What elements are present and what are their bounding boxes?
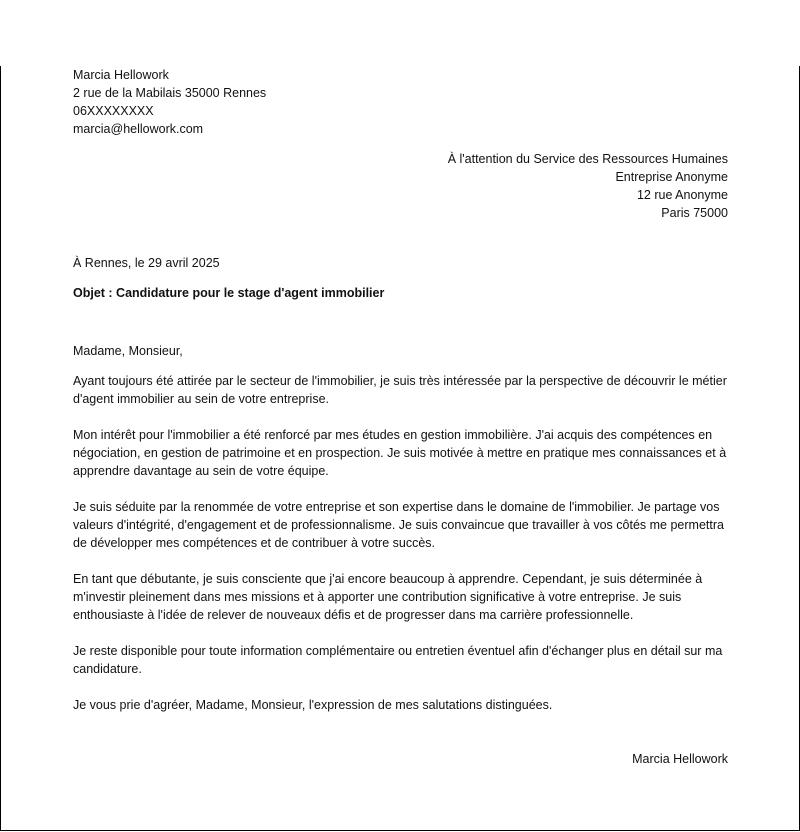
salutation: Madame, Monsieur, xyxy=(73,344,183,358)
recipient-attention: À l'attention du Service des Ressources Humaines xyxy=(447,152,728,166)
paragraph-4: En tant que débutante, je suis consciente que j'ai encore beaucoup à apprendre. Cependant, je suis déterminée à m'investir pleinement dans mes missions et à apporter une contribution significative à votre entreprise. Je suis enthousiaste à l'idée de relever de nouveaux défis et de progresser dans ma carrière professionnelle. xyxy=(73,572,703,622)
recipient-city: Paris 75000 xyxy=(661,206,728,220)
date-line: À Rennes, le 29 avril 2025 xyxy=(73,256,220,270)
sender-address: 2 rue de la Mabilais 35000 Rennes xyxy=(73,86,267,100)
top-bar xyxy=(0,0,800,66)
letter-content xyxy=(73,66,728,768)
closing-line: Je vous prie d'agréer, Madame, Monsieur, l'expression de mes salutations distinguées. xyxy=(73,698,553,712)
letter-page xyxy=(0,66,800,831)
sender-phone: 06XXXXXXXX xyxy=(73,104,154,118)
subject-line: Objet : Candidature pour le stage d'agent immobilier xyxy=(73,286,385,300)
recipient-block xyxy=(73,150,728,222)
recipient-company: Entreprise Anonyme xyxy=(615,170,728,184)
paragraph-5: Je reste disponible pour toute information complémentaire ou entretien éventuel afin d'échanger plus en détail sur ma candidature. xyxy=(73,644,723,676)
sender-name: Marcia Hellowork xyxy=(73,68,169,82)
sender-email: marcia@hellowork.com xyxy=(73,122,204,136)
recipient-street: 12 rue Anonyme xyxy=(636,188,728,202)
paragraph-3: Je suis séduite par la renommée de votre entreprise et son expertise dans le domaine de l'immobilier. Je partage vos valeurs d'intégrité, d'engagement et de professionnalisme. Je suis convaincue que travailler à vos côtés me permettra de développer mes compétences et de contribuer à votre succès. xyxy=(73,500,724,550)
sender-block xyxy=(73,66,728,138)
paragraph-2: Mon intérêt pour l'immobilier a été renforcé par mes études en gestion immobilière. J'ai acquis des compétences en négociation, en gestion de patrimoine et en prospection. Je suis motivée à mettre en pratique mes connaissances et à apprendre davantage au sein de votre équipe. xyxy=(73,428,727,478)
signature: Marcia Hellowork xyxy=(632,752,728,766)
paragraph-1: Ayant toujours été attirée par le secteur de l'immobilier, je suis très intéressée par la perspective de découvrir le métier d'agent immobilier au sein de votre entreprise. xyxy=(73,374,727,406)
